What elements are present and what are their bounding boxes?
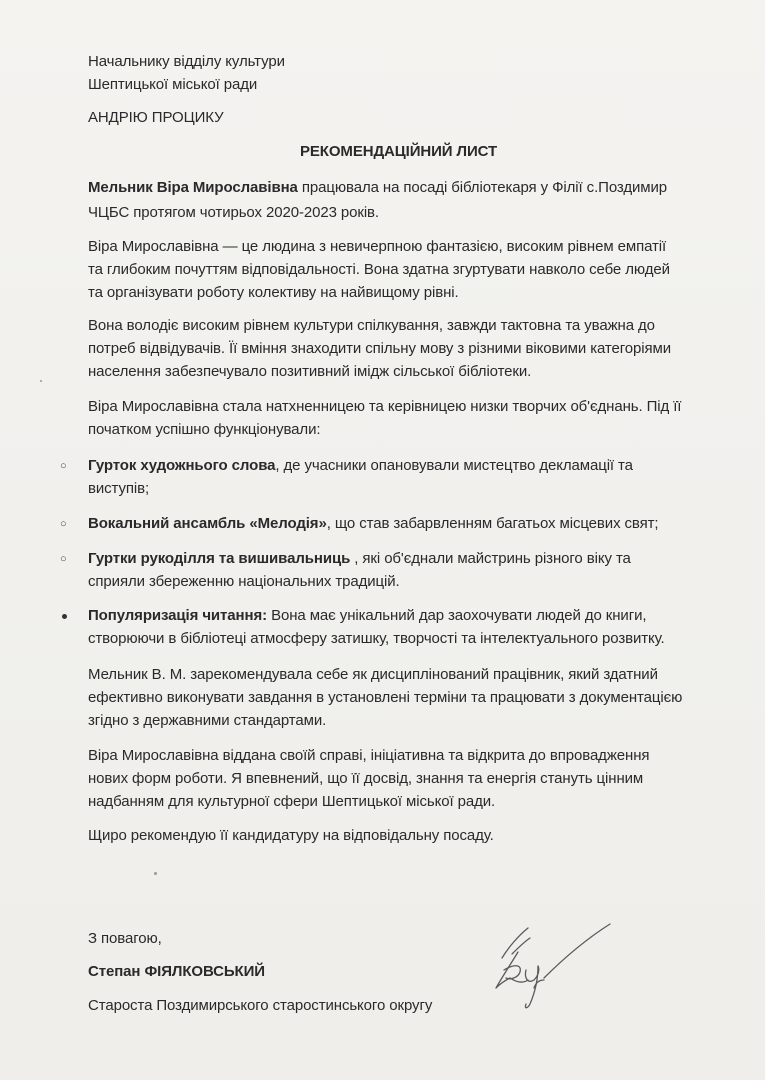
hollow-bullet-icon: ○ xyxy=(60,518,67,530)
para4-line-1: Мельник В. М. зарекомендувала себе як дисциплінований працівник, який здатний xyxy=(88,666,658,683)
list-item-text: , які об'єднали майстринь різного віку та xyxy=(350,550,631,567)
para2-line-2: потреб відвідувачів. Її вміння знаходити спільну мову з різними віковими категоріями xyxy=(88,340,672,357)
para4-line-2: ефективно виконувати завдання в установлені терміни та працювати з документацією xyxy=(88,689,683,706)
list-item xyxy=(88,514,659,534)
para1-line-2: та глибоким почуттям відповідальності. Вона здатна згуртувати навколо себе людей xyxy=(88,261,670,278)
list-item xyxy=(88,549,631,569)
list-item-text: Вона має унікальний дар заохочувати людей до книги, xyxy=(267,607,647,624)
list-item xyxy=(88,606,646,626)
list-item-line-2: сприяли збереженню національних традицій. xyxy=(88,573,400,590)
addressee-name: АНДРІЮ ПРОЦИКУ xyxy=(88,109,224,126)
para5-line-1: Віра Мирославівна віддана своїй справі, ініціативна та відкрита до впровадження xyxy=(88,747,650,764)
signer-name xyxy=(88,962,265,982)
list-item-line-2: виступів; xyxy=(88,480,150,497)
paper-speck xyxy=(154,872,157,875)
hollow-bullet-icon: ○ xyxy=(60,460,67,472)
signer-position: Староста Поздимирського старостинського округу xyxy=(88,997,433,1014)
para1-line-3: та організувати роботу колективу на найвищому рівні. xyxy=(88,284,459,301)
list-item-title: Популяризація читання: xyxy=(88,607,268,624)
para5-line-2: нових форм роботи. Я впевнений, що її досвід, знання та енергія стануть цінним xyxy=(88,770,644,787)
intro-text: працювала на посаді бібліотекаря у Філії с.Поздимир xyxy=(297,179,668,196)
filled-bullet-icon xyxy=(62,614,67,619)
list-item-title: Вокальний ансамбль «Мелодія» xyxy=(88,515,327,532)
addressee-line-1: Начальнику відділу культури xyxy=(88,53,285,70)
closing-greeting: З повагою, xyxy=(88,930,162,947)
list-item-text: , де учасники опановували мистецтво декламації та xyxy=(275,457,633,474)
signer-last-name: ФІЯЛКОВСЬКИЙ xyxy=(144,963,265,980)
para2-line-3: населення забезпечувало позитивний імідж сільської бібліотеки. xyxy=(88,363,532,380)
intro-name: Мельник Віра Мирославівна xyxy=(88,179,298,196)
signer-first-name: Степан xyxy=(88,963,145,980)
addressee-line-2: Шептицької міської ради xyxy=(88,76,258,93)
letter-title: РЕКОМЕНДАЦІЙНИЙ ЛИСТ xyxy=(300,143,498,160)
para5-line-3: надбанням для культурної сфери Шептицької міської ради. xyxy=(88,793,496,810)
list-item-title: Гуртки рукоділля та вишивальниць xyxy=(88,550,351,567)
list-item-line-2: створюючи в бібліотеці атмосферу затишку, творчості та інтелектуального розвитку. xyxy=(88,630,665,647)
para3-line-1: Віра Мирославівна стала натхненницею та керівницею низки творчих об'єднань. Під її xyxy=(88,398,682,415)
para6: Щиро рекомендую її кандидатуру на відповідальну посаду. xyxy=(88,827,494,844)
para2-line-1: Вона володіє високим рівнем культури спілкування, завжди тактовна та уважна до xyxy=(88,317,655,334)
list-item xyxy=(88,456,633,476)
handwritten-signature xyxy=(484,918,624,1018)
intro-line-2: ЧЦБС протягом чотирьох 2020-2023 років. xyxy=(88,204,379,221)
para4-line-3: згідно з державними стандартами. xyxy=(88,712,327,729)
para1-line-1: Віра Мирославівна — це людина з невичерпною фантазією, високим рівнем емпатії xyxy=(88,238,667,255)
intro-line-1 xyxy=(88,178,667,198)
para3-line-2: початком успішно функціонували: xyxy=(88,421,321,438)
list-item-title: Гурток художнього слова xyxy=(88,457,276,474)
paper-speck xyxy=(40,380,42,382)
list-item-text: , що став забарвленням багатьох місцевих свят; xyxy=(326,515,659,532)
hollow-bullet-icon: ○ xyxy=(60,553,67,565)
